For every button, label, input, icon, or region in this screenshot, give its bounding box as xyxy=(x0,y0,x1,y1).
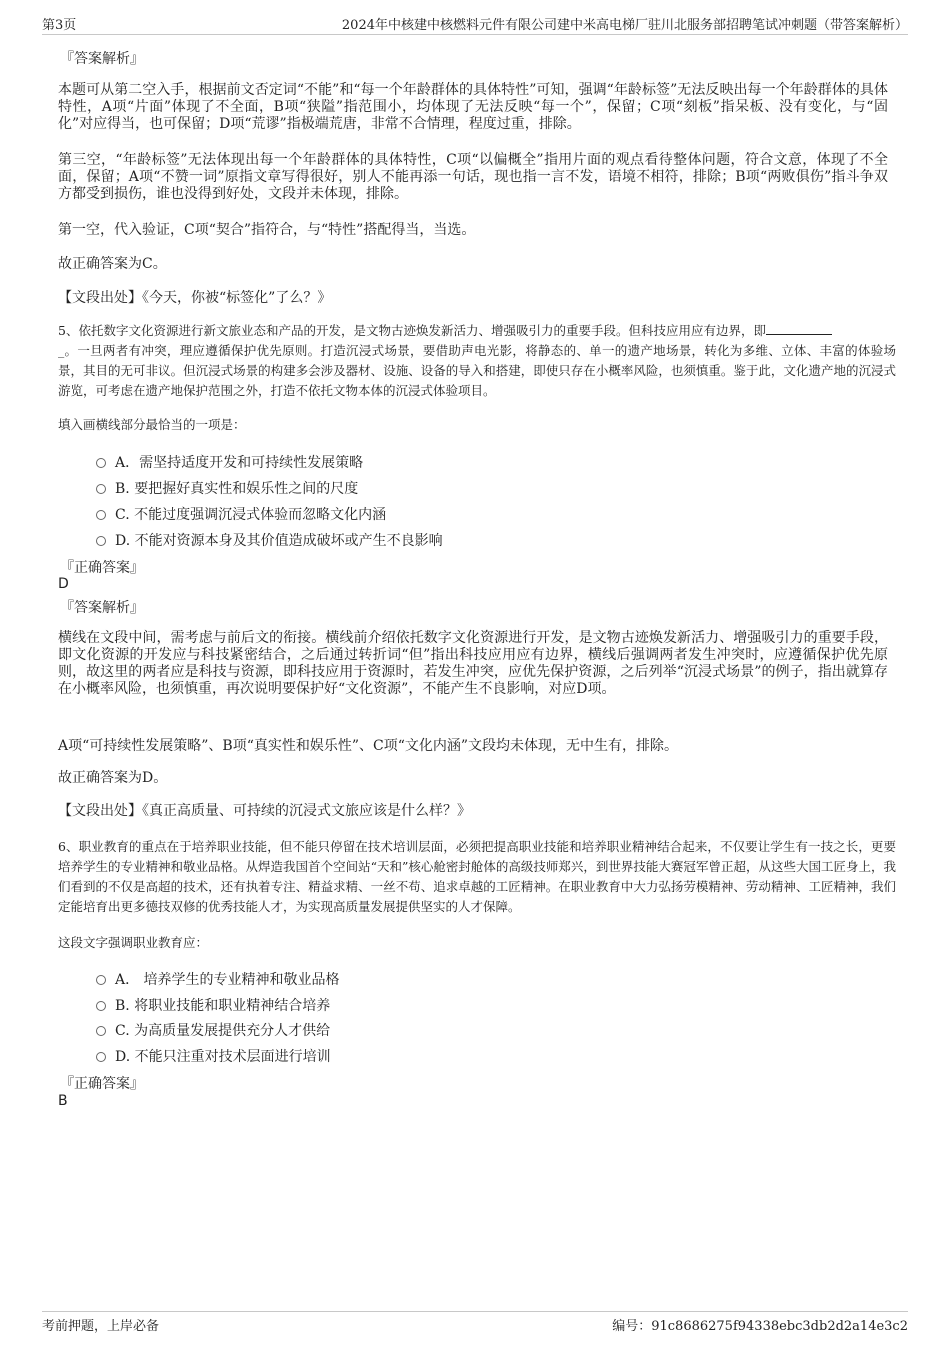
source-citation: 【文段出处】《真正高质量、可持续的沉浸式文旅应该是什么样？》 xyxy=(58,803,471,819)
answer-blank xyxy=(766,322,832,335)
question-5-prompt: 填入画横线部分最恰当的一项是： xyxy=(58,417,246,432)
radio-icon[interactable] xyxy=(96,458,106,468)
option-d[interactable]: D. 不能只注重对技术层面进行培训 xyxy=(96,1046,331,1066)
option-b[interactable]: B. 将职业技能和职业精神结合培养 xyxy=(96,995,330,1015)
page-header xyxy=(42,14,908,35)
analysis-label: 『答案解析』 xyxy=(60,600,144,616)
option-d[interactable]: D. 不能对资源本身及其价值造成破坏或产生不良影响 xyxy=(96,530,443,550)
page-footer xyxy=(42,1311,908,1334)
footer-slogan: 考前押题，上岸必备 xyxy=(42,1319,160,1334)
radio-icon[interactable] xyxy=(96,1052,106,1062)
question-6-text: 6、职业教育的重点在于培养职业技能，但不能只停留在技术培训层面，必须把提高职业技能和培养职业精神结合起来，不仅要让学生有一技之长，更要培养学生的专业精神和敬业品格。从焊造我国首个空间站“天和”核心舱密封舱体的高级技师郑兴，到世界技能大赛冠军曾正超，从这些大国工匠身上，我们看到的不仅是高超的技术，还有执着专注、精益求精、一丝不苟、追求卓越的工匠精神。在职业教育中大力弘扬劳模精神、劳动精神、工匠精神，我们定能培育出更多德技双修的优秀技能人才，为实现高质量发展提供坚实的人才保障。 xyxy=(58,839,896,914)
analysis-paragraph: 第三空，“年龄标签”无法体现出每一个年龄群体的具体特性，C项“以偏概全”指用片面的观点看待整体问题，符合文意，体现了不全面，保留；A项“不赞一词”原指文章写得很好，别人不能再添一句话，现也指一言不发，语境不相符，排除；B项“两败俱伤”指斗争双方都受到损伤，谁也没得到好处，文段并未体现，排除。 xyxy=(58,152,888,202)
analysis-paragraph: A项“可持续性发展策略”、B项“真实性和娱乐性”、C项“文化内涵”文段均未体现，无中生有，排除。 xyxy=(58,738,679,754)
option-c[interactable]: C. 不能过度强调沉浸式体验而忽略文化内涵 xyxy=(96,504,386,524)
answer-statement: 故正确答案为C。 xyxy=(58,256,167,272)
option-b[interactable]: B. 要把握好真实性和娱乐性之间的尺度 xyxy=(96,478,358,498)
document-id: 编号：91c8686275f94338ebc3db2d2a14e3c2 xyxy=(612,1319,908,1334)
analysis-label: 『答案解析』 xyxy=(60,51,144,67)
radio-icon[interactable] xyxy=(96,484,106,494)
question-6-prompt: 这段文字强调职业教育应： xyxy=(58,935,209,950)
radio-icon[interactable] xyxy=(96,510,106,520)
correct-answer-label: 『正确答案』 xyxy=(60,560,144,576)
analysis-paragraph: 本题可从第二空入手，根据前文否定词“不能”和“每一个年龄群体的具体特性”可知，强调“年龄标签”无法反映出每一个年龄群体的具体特性，A项“片面”体现了不全面，B项“狭隘”指范围小，均体现了无法反映“每一个”，保留；C项“刻板”指呆板、没有变化，与“固化”对应得当，也可保留；D项“荒谬”指极端荒唐，非常不合情理，程度过重，排除。 xyxy=(58,82,888,132)
correct-answer-value: B xyxy=(58,1093,68,1109)
radio-icon[interactable] xyxy=(96,536,106,546)
radio-icon[interactable] xyxy=(96,1026,106,1036)
option-c[interactable]: C. 为高质量发展提供充分人才供给 xyxy=(96,1020,330,1040)
source-citation: 【文段出处】《今天，你被“标签化”了么？》 xyxy=(58,290,332,306)
analysis-paragraph: 第一空，代入验证，C项“契合”指符合，与“特性”搭配得当，当选。 xyxy=(58,222,476,238)
question-5-text: 5、依托数字文化资源进行新文旅业态和产品的开发，是文物古迹焕发新活力、增强吸引力的重要手段。但科技应用应有边界，即 _。一旦两者有冲突，理应遵循保护优先原则。打造沉浸式场景，要借助声电光影，将静态的、单一的遗产地场景，转化为多维、立体、丰富的体验场景，其目的无可非议。但沉浸式场景的构建多会涉及器材、设施、设备的导入和搭建，即使只存在小概率风险，也须慎重。鉴于此，文化遗产地的沉浸式游览，可考虑在遗产地保护范围之外，打造不依托文物本体的沉浸式体验项目。 xyxy=(58,323,896,398)
document-title: 2024年中核建中核燃料元件有限公司建中米高电梯厂驻川北服务部招聘笔试冲刺题（带答案解析） xyxy=(341,18,908,33)
correct-answer-label: 『正确答案』 xyxy=(60,1076,144,1092)
option-a[interactable]: A． 培养学生的专业精神和敬业品格 xyxy=(96,969,340,989)
option-a[interactable]: A．需坚持适度开发和可持续性发展策略 xyxy=(96,452,363,472)
correct-answer-value: D xyxy=(58,576,69,592)
radio-icon[interactable] xyxy=(96,1001,106,1011)
analysis-paragraph: 横线在文段中间，需考虑与前后文的衔接。横线前介绍依托数字文化资源进行开发，是文物古迹焕发新活力、增强吸引力的重要手段，即文化资源的开发应与科技紧密结合，之后通过转折词“但”指出科技应用应有边界，横线后强调两者发生冲突时，应遵循保护优先原则，故这里的两者应是科技与资源，即科技应用于资源时，若发生冲突，应优先保护资源，之后列举“沉浸式场景”的例子，指出就算存在小概率风险，也须慎重，再次说明要保护好“文化资源”，不能产生不良影响，对应D项。 xyxy=(58,630,888,697)
page-number: 第3页 xyxy=(42,18,77,33)
answer-statement: 故正确答案为D。 xyxy=(58,770,168,786)
radio-icon[interactable] xyxy=(96,975,106,985)
